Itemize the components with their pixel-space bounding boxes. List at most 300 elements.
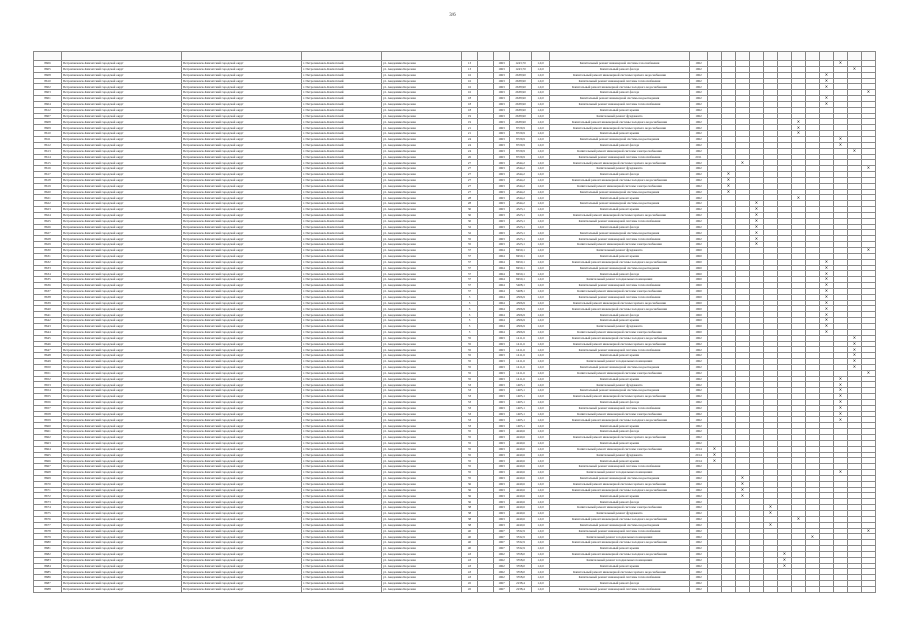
street-cell: ул. Академика Королева	[382, 364, 462, 370]
work-type-cell: Капитальный ремонт инженерной системы водоотведения	[550, 136, 690, 142]
house-number-cell: 43	[462, 569, 478, 575]
city-cell: г. Петропавловск-Камчатский	[302, 581, 382, 587]
build-year-cell: 1963	[494, 189, 510, 195]
municipality-cell: Петропавловск-Камчатский городской округ	[62, 551, 182, 557]
street-cell: ул. Академика Королева	[382, 113, 462, 119]
row-id-cell: 8668	[34, 470, 62, 476]
city-cell: г. Петропавловск-Камчатский	[302, 435, 382, 441]
city-cell: г. Петропавловск-Камчатский	[302, 113, 382, 119]
settlement-cell: Петропавловск-Камчатский городской округ	[182, 423, 302, 429]
floors-cell: 1,0,0	[532, 160, 550, 166]
municipality-cell: Петропавловск-Камчатский городской округ	[62, 458, 182, 464]
year-cell: 1962	[690, 172, 708, 178]
settlement-cell: Петропавловск-Камчатский городской округ	[182, 341, 302, 347]
work-type-cell: Капитальный ремонт фасада	[550, 399, 690, 405]
check-mark-icon: ✕	[726, 171, 731, 177]
street-cell: ул. Академика Королева	[382, 569, 462, 575]
floors-cell: 1,0,0	[532, 253, 550, 259]
city-cell: г. Петропавловск-Камчатский	[302, 551, 382, 557]
area-cell: 1243,70	[510, 61, 532, 67]
row-id-cell: 8622	[34, 201, 62, 207]
check-mark-icon: ✕	[782, 557, 787, 562]
city-cell: г. Петропавловск-Камчатский	[302, 557, 382, 563]
build-year-cell: 1967	[494, 546, 510, 552]
house-number-cell: 37	[462, 277, 478, 283]
area-cell: 4323,1	[510, 218, 532, 224]
floors-cell: 1,0,0	[532, 429, 550, 435]
check-mark-icon: ✕	[824, 317, 829, 323]
house-number-cell: 16	[462, 72, 478, 78]
year-cell: 1962	[690, 370, 708, 376]
check-mark-icon: ✕	[726, 189, 731, 194]
city-cell: г. Петропавловск-Камчатский	[302, 90, 382, 96]
city-cell: г. Петропавловск-Камчатский	[302, 96, 382, 102]
build-year-cell: 1963	[494, 347, 510, 353]
work-type-cell: Капитальный ремонт крыши	[550, 195, 690, 201]
floors-cell: 1,0,0	[532, 487, 550, 493]
build-year-cell: 1963	[494, 90, 510, 96]
year-cell: 1962	[690, 487, 708, 493]
house-number-cell: 33	[462, 382, 478, 388]
row-id-cell: 8634	[34, 271, 62, 277]
build-year-cell: 1963	[494, 335, 510, 341]
row-id-cell: 8608	[34, 72, 62, 78]
year-cell: 1962	[690, 586, 708, 592]
house-number-cell: 40	[462, 534, 478, 540]
settlement-cell: Петропавловск-Камчатский городской округ	[182, 259, 302, 265]
check-mark-icon: ✕	[754, 200, 759, 206]
settlement-cell: Петропавловск-Камчатский городской округ	[182, 125, 302, 131]
settlement-cell: Петропавловск-Камчатский городской округ	[182, 470, 302, 476]
settlement-cell: Петропавловск-Камчатский городской округ	[182, 370, 302, 376]
area-cell: 1411,6	[510, 341, 532, 347]
check-mark-icon: ✕	[740, 159, 745, 165]
build-year-cell: 1963	[494, 411, 510, 417]
area-cell: 8729,9	[510, 125, 532, 131]
floors-cell: 1,0,0	[532, 131, 550, 137]
floors-cell: 1,0,0	[532, 195, 550, 201]
build-year-cell: 1964	[494, 294, 510, 300]
build-year-cell: 1963	[494, 394, 510, 400]
city-cell: г. Петропавловск-Камчатский	[302, 399, 382, 405]
check-mark-icon: ✕	[754, 224, 759, 229]
year-cell: 1960	[690, 248, 708, 254]
build-year-cell: 1963	[494, 78, 510, 84]
street-cell: ул. Академика Королева	[382, 131, 462, 137]
house-number-cell: 45	[462, 586, 478, 592]
row-id-cell: 8612	[34, 142, 62, 148]
header-cell	[862, 52, 876, 61]
municipality-cell: Петропавловск-Камчатский городской округ	[62, 201, 182, 207]
floors-cell: 1,0,0	[532, 394, 550, 400]
city-cell: г. Петропавловск-Камчатский	[302, 440, 382, 446]
work-type-cell: Капитальный ремонт фасада	[550, 312, 690, 318]
municipality-cell: Петропавловск-Камчатский городской округ	[62, 510, 182, 516]
header-cell	[550, 52, 690, 61]
work-type-cell: Капитальный ремонт инженерной системы горячего водоснабжения	[550, 481, 690, 487]
year-cell: 1960	[690, 277, 708, 283]
house-number-cell: 32	[462, 224, 478, 230]
year-cell: 1962	[690, 66, 708, 72]
street-cell: ул. Академика Королева	[382, 166, 462, 172]
work-type-cell: Капитальный ремонт инженерной системы холодного водоснабжения	[550, 540, 690, 546]
floors-cell: 1,0,0	[532, 481, 550, 487]
year-cell: 1960	[690, 253, 708, 259]
city-cell: г. Петропавловск-Камчатский	[302, 493, 382, 499]
city-cell: г. Петропавловск-Камчатский	[302, 107, 382, 113]
row-id-cell: 8609	[34, 125, 62, 131]
city-cell: г. Петропавловск-Камчатский	[302, 341, 382, 347]
row-id-cell: 8674	[34, 505, 62, 511]
year-cell: 1960	[690, 318, 708, 324]
work-type-cell: Капитальный ремонт инженерной системы горячего водоснабжения	[550, 212, 690, 218]
house-number-cell: 27	[462, 177, 478, 183]
check-mark-icon: ✕	[824, 72, 829, 77]
floors-cell: 1,0,0	[532, 359, 550, 365]
work-type-cell: Капитальный ремонт крыши	[550, 253, 690, 259]
street-cell: ул. Академика Королева	[382, 236, 462, 242]
row-id-cell: 8613	[34, 148, 62, 154]
row-id-cell: 8671	[34, 487, 62, 493]
city-cell: г. Петропавловск-Камчатский	[302, 505, 382, 511]
year-cell: 1962	[690, 475, 708, 481]
work-type-cell: Капитальный ремонт фундамента	[550, 452, 690, 458]
work-type-cell: Капитальный ремонт инженерной системы горячего водоснабжения	[550, 72, 690, 78]
street-cell: ул. Академика Королева	[382, 347, 462, 353]
work-type-cell: Капитальный ремонт инженерной системы теплоснабжения	[550, 528, 690, 534]
year-cell: 1960	[690, 288, 708, 294]
year-cell: 1960	[690, 306, 708, 312]
settlement-cell: Петропавловск-Камчатский городской округ	[182, 586, 302, 592]
settlement-cell: Петропавловск-Камчатский городской округ	[182, 417, 302, 423]
street-cell: ул. Академика Королева	[382, 505, 462, 511]
build-year-cell: 1963	[494, 458, 510, 464]
street-cell: ул. Академика Королева	[382, 119, 462, 125]
work-type-cell: Капитальный ремонт инженерной системы водоотведения	[550, 522, 690, 528]
check-mark-icon: ✕	[824, 311, 829, 317]
check-mark-icon: ✕	[712, 452, 717, 457]
header-cell	[722, 52, 736, 61]
work-type-cell: Капитальный ремонт крыши	[550, 376, 690, 382]
area-cell: 4240,6	[510, 516, 532, 522]
period-mark-cell	[764, 586, 778, 592]
work-type-cell: Капитальный ремонт фасада	[550, 172, 690, 178]
street-cell: ул. Академика Королева	[382, 195, 462, 201]
house-number-cell: 43	[462, 557, 478, 563]
page-number: 3/6	[449, 13, 456, 18]
build-year-cell: 1963	[494, 341, 510, 347]
municipality-cell: Петропавловск-Камчатский городской округ	[62, 540, 182, 546]
city-cell: г. Петропавловск-Камчатский	[302, 429, 382, 435]
year-cell: 1962	[690, 534, 708, 540]
header-cell	[848, 52, 862, 61]
area-cell: 1405,1	[510, 405, 532, 411]
header-cell	[750, 52, 764, 61]
year-cell: 1962	[690, 101, 708, 107]
build-year-cell: 1963	[494, 440, 510, 446]
floors-cell: 1,0,0	[532, 136, 550, 142]
work-type-cell: Капитальный ремонт инженерной системы водоотведения	[550, 475, 690, 481]
build-year-cell: 1962	[494, 557, 510, 563]
street-cell: ул. Академика Королева	[382, 271, 462, 277]
area-cell: 1405,1	[510, 394, 532, 400]
floors-cell: 1,0,0	[532, 446, 550, 452]
work-type-cell: Капитальный ремонт инженерной системы газоснабжения	[550, 61, 690, 67]
area-cell: 4344,2	[510, 172, 532, 178]
city-cell: г. Петропавловск-Камчатский	[302, 230, 382, 236]
floors-cell: 1,0,0	[532, 557, 550, 563]
house-number-cell: 32	[462, 230, 478, 236]
work-type-cell: Капитальный ремонт инженерной системы холодного водоснабжения	[550, 516, 690, 522]
house-number-cell: 21	[462, 131, 478, 137]
house-number-cell: 37	[462, 248, 478, 254]
house-number-cell: 27	[462, 183, 478, 189]
house-number-cell: 16	[462, 90, 478, 96]
floors-cell: 1,0,0	[532, 207, 550, 213]
build-year-cell: 1964	[494, 300, 510, 306]
settlement-cell: Петропавловск-Камчатский городской округ	[182, 189, 302, 195]
row-id-cell: 8603	[34, 90, 62, 96]
work-type-cell: Капитальный ремонт инженерной системы теплоснабжения	[550, 78, 690, 84]
year-cell: 1962	[690, 551, 708, 557]
settlement-cell: Петропавловск-Камчатский городской округ	[182, 131, 302, 137]
area-cell: 1405,1	[510, 388, 532, 394]
house-number-cell: 3	[462, 300, 478, 306]
build-year-cell: 1963	[494, 136, 510, 142]
city-cell: г. Петропавловск-Камчатский	[302, 236, 382, 242]
city-cell: г. Петропавловск-Камчатский	[302, 66, 382, 72]
year-cell: 1962	[690, 72, 708, 78]
row-id-cell: 8625	[34, 218, 62, 224]
settlement-cell: Петропавловск-Камчатский городской округ	[182, 440, 302, 446]
header-cell	[708, 52, 722, 61]
work-type-cell: Капитальный ремонт инженерной системы горячего водоснабжения	[550, 300, 690, 306]
work-type-cell: Капитальный ремонт в подвальных помещениях	[550, 534, 690, 540]
build-year-cell: 1963	[494, 516, 510, 522]
build-year-cell: 1963	[494, 399, 510, 405]
floors-cell: 1,0,0	[532, 107, 550, 113]
municipality-cell: Петропавловск-Камчатский городской округ	[62, 318, 182, 324]
settlement-cell: Петропавловск-Камчатский городской округ	[182, 271, 302, 277]
settlement-cell: Петропавловск-Камчатский городской округ	[182, 72, 302, 78]
work-type-cell: Капитальный ремонт инженерной системы горячего водоснабжения	[550, 160, 690, 166]
municipality-cell: Петропавловск-Камчатский городской округ	[62, 429, 182, 435]
street-cell: ул. Академика Королева	[382, 528, 462, 534]
build-year-cell: 1963	[494, 429, 510, 435]
municipality-cell: Петропавловск-Камчатский городской округ	[62, 119, 182, 125]
city-cell: г. Петропавловск-Камчатский	[302, 300, 382, 306]
row-id-cell: 8658	[34, 411, 62, 417]
row-id-cell: 8645	[34, 335, 62, 341]
work-type-cell: Капитальный ремонт инженерной системы электроснабжения	[550, 288, 690, 294]
settlement-cell: Петропавловск-Камчатский городской округ	[182, 446, 302, 452]
build-year-cell: 1964	[494, 265, 510, 271]
work-type-cell: Капитальный ремонт фундамента	[550, 382, 690, 388]
settlement-cell: Петропавловск-Камчатский городской округ	[182, 107, 302, 113]
floors-cell: 1,0,0	[532, 563, 550, 569]
row-id-cell: 8649	[34, 359, 62, 365]
row-id-cell: 8612	[34, 107, 62, 113]
area-cell: 4240,6	[510, 499, 532, 505]
municipality-cell: Петропавловск-Камчатский городской округ	[62, 575, 182, 581]
street-cell: ул. Академика Королева	[382, 581, 462, 587]
year-cell: 1962	[690, 236, 708, 242]
year-cell: 1962	[690, 429, 708, 435]
city-cell: г. Петропавловск-Камчатский	[302, 382, 382, 388]
build-year-cell: 1963	[494, 464, 510, 470]
municipality-cell: Петропавловск-Камчатский городской округ	[62, 335, 182, 341]
street-cell: ул. Академика Королева	[382, 96, 462, 102]
city-cell: г. Петропавловск-Камчатский	[302, 411, 382, 417]
check-mark-icon: ✕	[852, 148, 857, 153]
check-mark-icon: ✕	[838, 416, 843, 422]
city-cell: г. Петропавловск-Камчатский	[302, 510, 382, 516]
settlement-cell: Петропавловск-Камчатский городской округ	[182, 248, 302, 254]
header-cell	[792, 52, 806, 61]
municipality-cell: Петропавловск-Камчатский городской округ	[62, 183, 182, 189]
municipality-cell: Петропавловск-Камчатский городской округ	[62, 271, 182, 277]
build-year-cell: 1964	[494, 312, 510, 318]
year-cell: 1962	[690, 335, 708, 341]
year-cell: 1962	[690, 341, 708, 347]
settlement-cell: Петропавловск-Камчатский городской округ	[182, 318, 302, 324]
municipality-cell: Петропавловск-Камчатский городской округ	[62, 166, 182, 172]
year-cell: 1960	[690, 312, 708, 318]
area-cell: 4240,6	[510, 475, 532, 481]
street-cell: ул. Академика Королева	[382, 154, 462, 160]
municipality-cell: Петропавловск-Камчатский городской округ	[62, 195, 182, 201]
floors-cell: 1,0,0	[532, 382, 550, 388]
check-mark-icon: ✕	[852, 358, 857, 364]
area-cell: 2638,90	[510, 101, 532, 107]
settlement-cell: Петропавловск-Камчатский городской округ	[182, 253, 302, 259]
settlement-cell: Петропавловск-Камчатский городской округ	[182, 353, 302, 359]
area-cell: 4240,6	[510, 429, 532, 435]
house-number-cell: 35	[462, 353, 478, 359]
work-type-cell: Капитальный ремонт инженерной системы водоотведения	[550, 96, 690, 102]
row-id-cell: 8670	[34, 481, 62, 487]
work-type-cell: Капитальный ремонт инженерной системы теплоснабжения	[550, 236, 690, 242]
floors-cell: 1,0,0	[532, 528, 550, 534]
floors-cell: 1,0,0	[532, 364, 550, 370]
area-cell: 4323,1	[510, 236, 532, 242]
floors-cell: 1,0,0	[532, 201, 550, 207]
floors-cell: 1,0,0	[532, 242, 550, 248]
build-year-cell: 1963	[494, 224, 510, 230]
floors-cell: 1,0,0	[532, 376, 550, 382]
floors-cell: 1,0,0	[532, 166, 550, 172]
municipality-cell: Петропавловск-Камчатский городской округ	[62, 557, 182, 563]
build-year-cell: 1967	[494, 534, 510, 540]
year-cell: 1962	[690, 464, 708, 470]
work-type-cell: Капитальный ремонт инженерной системы холодного водоснабжения	[550, 551, 690, 557]
city-cell: г. Петропавловск-Камчатский	[302, 528, 382, 534]
settlement-cell: Петропавловск-Камчатский городской округ	[182, 551, 302, 557]
period-mark-cell	[820, 586, 834, 592]
street-cell: ул. Академика Королева	[382, 212, 462, 218]
street-cell: ул. Академика Королева	[382, 575, 462, 581]
build-year-cell: 1963	[494, 107, 510, 113]
area-cell: 8450,1	[510, 253, 532, 259]
check-mark-icon: ✕	[852, 335, 857, 340]
build-year-cell: 1964	[494, 318, 510, 324]
area-cell: 8729,9	[510, 142, 532, 148]
municipality-cell: Петропавловск-Камчатский городской округ	[62, 586, 182, 592]
year-cell: 1962	[690, 125, 708, 131]
street-cell: ул. Академика Королева	[382, 335, 462, 341]
settlement-cell: Петропавловск-Камчатский городской округ	[182, 528, 302, 534]
header-cell	[736, 52, 750, 61]
settlement-cell: Петропавловск-Камчатский городской округ	[182, 207, 302, 213]
settlement-cell: Петропавловск-Камчатский городской округ	[182, 312, 302, 318]
work-type-cell: Капитальный ремонт инженерной системы горячего водоснабжения	[550, 341, 690, 347]
build-year-cell: 1963	[494, 72, 510, 78]
build-year-cell: 1962	[494, 563, 510, 569]
check-mark-icon: ✕	[740, 481, 745, 486]
row-id-cell: 8619	[34, 183, 62, 189]
area-cell: 3532,9	[510, 540, 532, 546]
period-mark-cell	[722, 586, 736, 592]
row-id-cell: 8681	[34, 546, 62, 552]
street-cell: ул. Академика Королева	[382, 283, 462, 289]
settlement-cell: Петропавловск-Камчатский городской округ	[182, 435, 302, 441]
row-id-cell: 8611	[34, 136, 62, 142]
work-type-cell: Капитальный ремонт инженерной системы теплоснабжения	[550, 101, 690, 107]
floors-cell: 1,0,0	[532, 177, 550, 183]
year-cell: 1962	[690, 493, 708, 499]
row-id-cell: 8661	[34, 429, 62, 435]
house-number-cell: 36	[462, 481, 478, 487]
city-cell: г. Петропавловск-Камчатский	[302, 283, 382, 289]
build-year-cell: 1963	[494, 166, 510, 172]
row-id-cell: 8665	[34, 452, 62, 458]
municipality-cell: Петропавловск-Камчатский городской округ	[62, 177, 182, 183]
work-type-cell: Капитальный ремонт инженерной системы теплоснабжения	[550, 347, 690, 353]
floors-cell: 1,0,0	[532, 189, 550, 195]
city-cell: г. Петропавловск-Камчатский	[302, 376, 382, 382]
floors-cell: 1,0,0	[532, 84, 550, 90]
city-cell: г. Петропавловск-Камчатский	[302, 271, 382, 277]
row-id-cell: 8672	[34, 493, 62, 499]
row-id-cell: 8677	[34, 522, 62, 528]
work-type-cell: Капитальный ремонт инженерной системы холодного водоснабжения	[550, 177, 690, 183]
work-type-cell: Капитальный ремонт инженерной системы водоотведения	[550, 265, 690, 271]
row-id-cell: 8624	[34, 212, 62, 218]
check-mark-icon: ✕	[768, 522, 773, 527]
row-id-cell: 8607	[34, 113, 62, 119]
build-year-cell: 1963	[494, 470, 510, 476]
area-cell: 4344,2	[510, 189, 532, 195]
municipality-cell: Петропавловск-Камчатский городской округ	[62, 499, 182, 505]
settlement-cell: Петропавловск-Камчатский городской округ	[182, 113, 302, 119]
city-cell: г. Петропавловск-Камчатский	[302, 586, 382, 592]
house-number-cell: 38	[462, 516, 478, 522]
floors-cell: 1,0,0	[532, 388, 550, 394]
municipality-cell: Петропавловск-Камчатский городской округ	[62, 481, 182, 487]
municipality-cell: Петропавловск-Камчатский городской округ	[62, 259, 182, 265]
floors-cell: 1,0,0	[532, 265, 550, 271]
header-cell	[764, 52, 778, 61]
house-number-cell: 33	[462, 411, 478, 417]
city-cell: г. Петропавловск-Камчатский	[302, 306, 382, 312]
municipality-cell: Петропавловск-Камчатский городской округ	[62, 470, 182, 476]
street-cell: ул. Академика Королева	[382, 294, 462, 300]
build-year-cell: 1963	[494, 66, 510, 72]
build-year-cell: 1964	[494, 277, 510, 283]
area-cell: 4323,1	[510, 207, 532, 213]
check-mark-icon: ✕	[740, 475, 745, 481]
city-cell: г. Петропавловск-Камчатский	[302, 318, 382, 324]
